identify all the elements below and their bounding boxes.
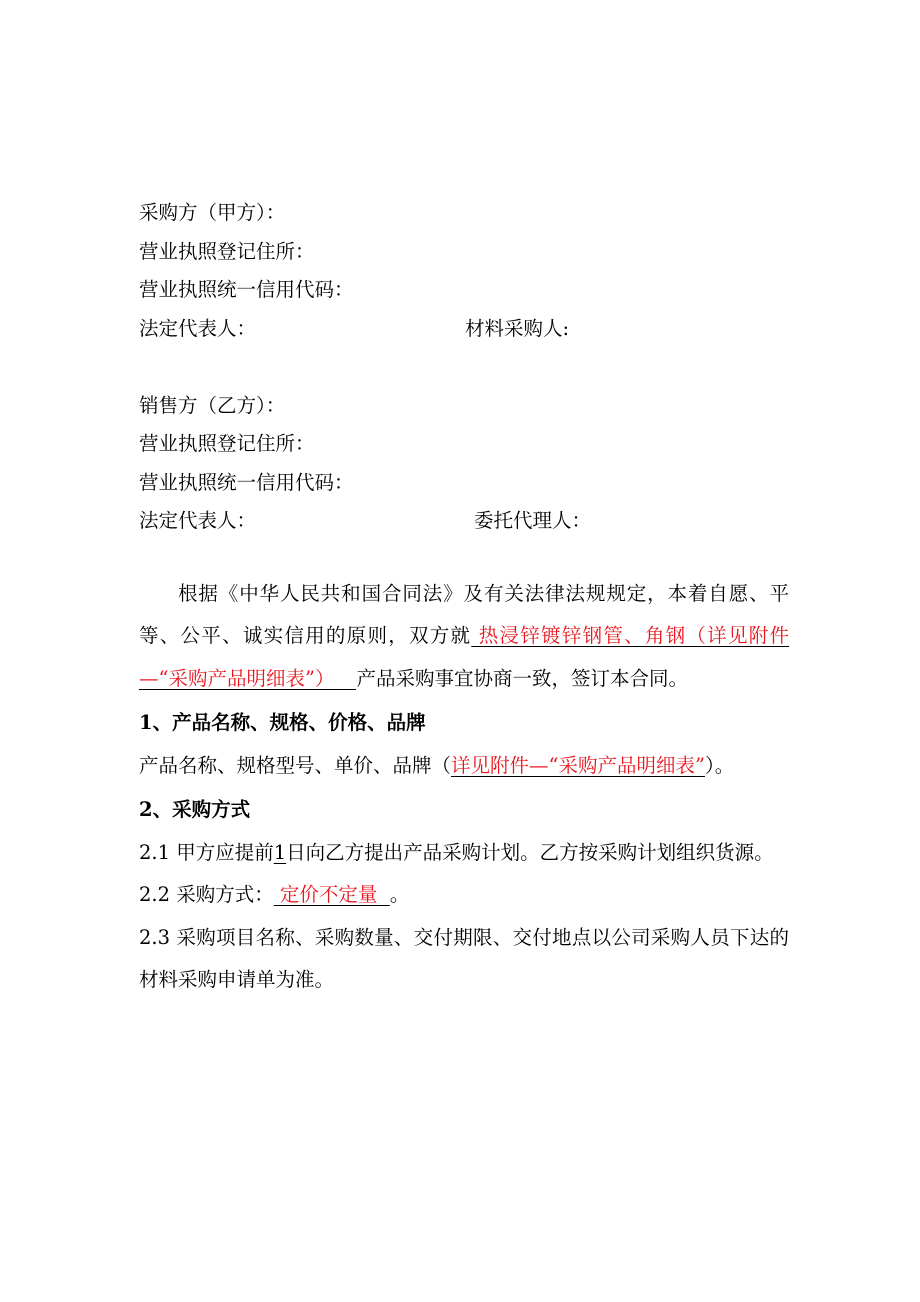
section2-item2-before: 2.2 采购方式： <box>139 883 274 906</box>
section2-item1-before: 2.1 甲方应提前 <box>139 840 274 864</box>
preamble-blank-underline <box>334 688 356 690</box>
section2-item2 <box>139 874 789 917</box>
section2-item1 <box>139 832 789 875</box>
section1-text-before: 产品名称、规格型号、单价、品牌（ <box>139 753 452 777</box>
contract-page <box>139 194 789 1002</box>
seller-agent-label: 委托代理人： <box>474 509 592 532</box>
section1-paragraph <box>139 745 789 788</box>
section2-item1-days: 1 <box>273 840 287 864</box>
section1-fill: 详见附件—“采购产品明细表” <box>451 753 705 777</box>
preamble-text-1: 根据《中华人民共和国合同法》及有关法律法规规定，本着自愿、平等、公平、诚实信用的原则，双方就 <box>139 581 789 647</box>
buyer-purchaser-label: 材料采购人: <box>465 316 570 340</box>
seller-address-label: 营业执照登记住所： <box>139 432 315 455</box>
section1-heading: 1、产品名称、规格、价格、品牌 <box>139 711 426 734</box>
preamble-product-fill: 热浸锌镀锌钢管、角钢（详见附件—“采购产品明细表”） <box>139 624 789 690</box>
block-spacer <box>139 348 789 387</box>
buyer-title: 采购方（甲方）： <box>139 201 286 224</box>
seller-title: 销售方（乙方）： <box>139 393 286 417</box>
section2-item3: 2.3 采购项目名称、采购数量、交付期限、交付地点以公司采购人员下达的材料采购申请单为准。 <box>139 925 789 991</box>
seller-legal-rep-label: 法定代表人： <box>139 509 257 532</box>
preamble-paragraph <box>139 573 789 701</box>
buyer-signatories-row <box>139 310 789 349</box>
section2-item2-after: 。 <box>389 883 410 906</box>
section1-text-after: ）。 <box>704 753 735 777</box>
buyer-credit-code-label: 营业执照统一信用代码： <box>139 278 354 301</box>
seller-credit-code-label: 营业执照统一信用代码： <box>139 470 354 494</box>
block-spacer <box>139 541 789 573</box>
section2-item2-fill: 定价不定量 <box>273 883 390 906</box>
section2-heading: 2、采购方式 <box>139 798 251 821</box>
buyer-address-label: 营业执照登记住所： <box>139 239 315 263</box>
seller-signatories-row <box>139 502 789 541</box>
buyer-legal-rep-label: 法定代表人： <box>139 316 257 340</box>
preamble-text-2: 产品采购事宜协商一致，签订本合同。 <box>356 666 688 690</box>
section2-item1-after: 日向乙方提出产品采购计划。乙方按采购计划组织货源。 <box>286 840 774 864</box>
